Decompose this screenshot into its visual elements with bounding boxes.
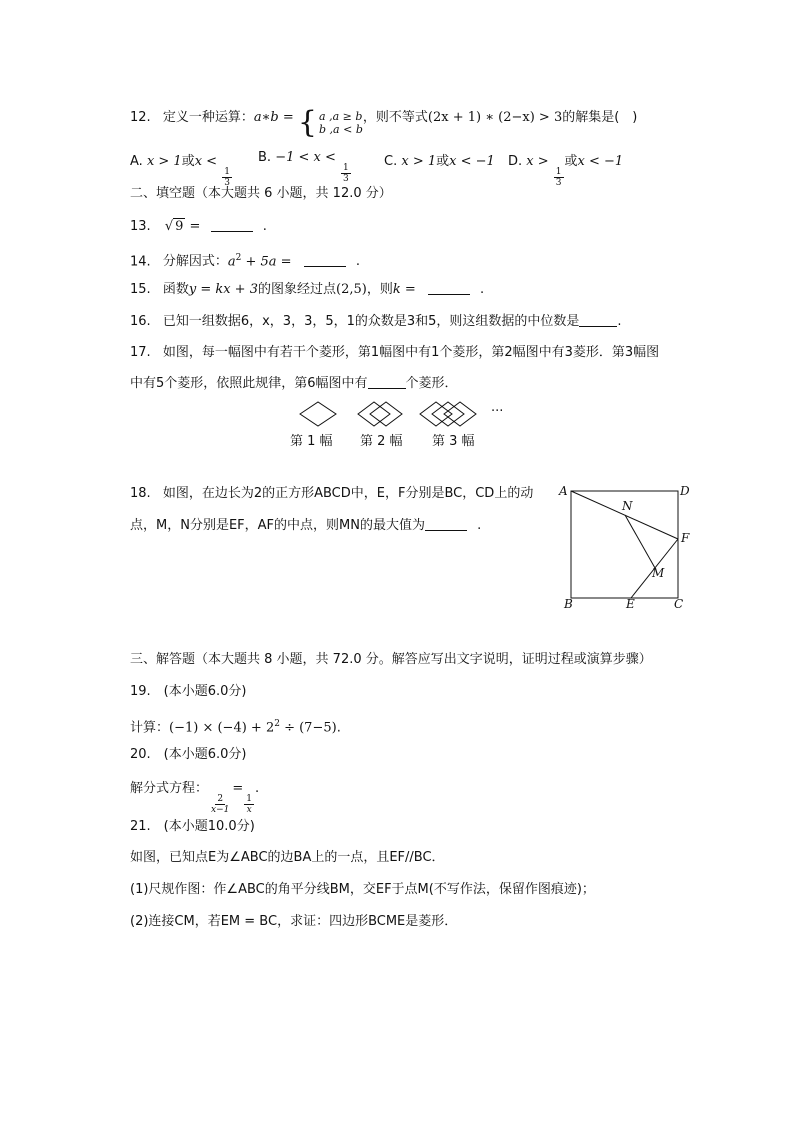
q12-piecewise: { a ,a ≥ b b ,a < b [297, 105, 363, 140]
q13-sqrt: √ 9 [164, 219, 184, 234]
q17-line1: 17. 如图，每一幅图中有若干个菱形，第1幅图中有1个菱形，第2幅图中有3菱形．第3幅图 [130, 345, 660, 360]
label-m: M [652, 566, 665, 580]
label-n: N [622, 499, 633, 513]
q17-rhombus-figures [290, 400, 520, 430]
q18-answer-blank[interactable] [425, 516, 467, 531]
q12-suffix: 的解集是( ) [562, 110, 638, 125]
q12-prefix: 定义一种运算： [162, 110, 254, 125]
q12-option-a: A. x > 1或x < $\frac{1}{3}$ [130, 154, 230, 188]
rhombus-fig3-c [444, 402, 476, 426]
q16-line: 16. 已知一组数据6，x，3，3，5，1的众数是3和5，则这组数据的中位数是 . [130, 314, 622, 329]
label-f: F [681, 531, 690, 545]
q21-line3: (2)连接CM，若EM = BC，求证：四边形BCME是菱形． [130, 914, 458, 929]
q20-problem: 解分式方程： $\frac{2}{x-1}$ = $\frac{1}{x}$ . [130, 781, 260, 815]
q14-line: 14. 分解因式：$a^2 + 5a$ = . [130, 253, 360, 270]
rhombus-fig1 [300, 402, 336, 426]
q13-answer-blank[interactable] [211, 217, 253, 232]
q21-line2: (1)尺规作图：作∠ABC的角平分线BM，交EF于点M(不写作法，保留作图痕迹)； [130, 882, 595, 897]
rhombus-fig2-a [358, 402, 390, 426]
q12-mid: ，则不等式 [362, 110, 428, 125]
q12-expr: (2x + 1) ∗ (2−x) > 3 [427, 110, 563, 125]
q12-case1: a ,a ≥ b [319, 110, 363, 123]
q12-case2: b ,a < b [319, 123, 363, 136]
rhombus-fig2-b [370, 402, 402, 426]
label-c: C [674, 597, 684, 611]
q13-line: 13. √ 9 = . [130, 217, 267, 237]
q17-ellipsis: ··· [491, 404, 504, 419]
q18-line1: 18. 如图，在边长为2的正方形ABCD中，E，F分别是BC，CD上的动 [130, 486, 534, 501]
q19-problem: 计算：$(-1) \times (-4) + 2^2 \div (7-5)$. [130, 719, 341, 736]
segment-mn [625, 515, 655, 568]
label-a: A [559, 484, 568, 498]
q19-header: 19. (本小题6.0分) [130, 684, 247, 699]
q14-answer-blank[interactable] [304, 252, 346, 267]
q18-line2: 点，M，N分别是EF，AF的中点，则MN的最大值为 . [130, 518, 482, 533]
q12-option-d: D. x > $\frac{1}{3}$ 或x < −1 [508, 154, 624, 188]
section2-title: 二、填空题（本大题共 6 小题，共 12.0 分） [130, 186, 392, 201]
q20-header: 20. (本小题6.0分) [130, 747, 247, 762]
q12-number: 12. [130, 110, 151, 125]
q17-fig3-label: 第 3 幅 [432, 434, 475, 449]
q21-header: 21. (本小题10.0分) [130, 819, 255, 834]
label-d: D [680, 484, 690, 498]
q17-answer-blank[interactable] [368, 374, 406, 389]
q16-answer-blank[interactable] [579, 312, 617, 327]
q12-line [130, 105, 638, 140]
q17-fig1-label: 第 1 幅 [290, 434, 333, 449]
q12-lhs: a∗b = [253, 110, 294, 125]
q15-answer-blank[interactable] [428, 280, 470, 295]
q12-option-b: B. −1 < x < $\frac{1}{3}$ [258, 150, 349, 184]
q21-line1: 如图，已知点E为∠ABC的边BA上的一点，且EF//BC． [130, 850, 445, 865]
q12-option-c: C. x > 1或x < −1 [384, 154, 495, 169]
section3-title: 三、解答题（本大题共 8 小题，共 72.0 分。解答应写出文字说明，证明过程或演算步骤） [130, 652, 652, 667]
rhombus-fig3-a [420, 402, 452, 426]
label-b: B [564, 597, 573, 611]
label-e: E [626, 597, 635, 611]
rhombus-fig3-b [432, 402, 464, 426]
q15-line: 15. 函数y = kx + 3的图象经过点(2,5)，则k = . [130, 282, 485, 297]
q17-fig2-label: 第 2 幅 [360, 434, 403, 449]
q17-line2: 中有5个菱形，依照此规律，第6幅图中有 个菱形． [130, 376, 458, 391]
